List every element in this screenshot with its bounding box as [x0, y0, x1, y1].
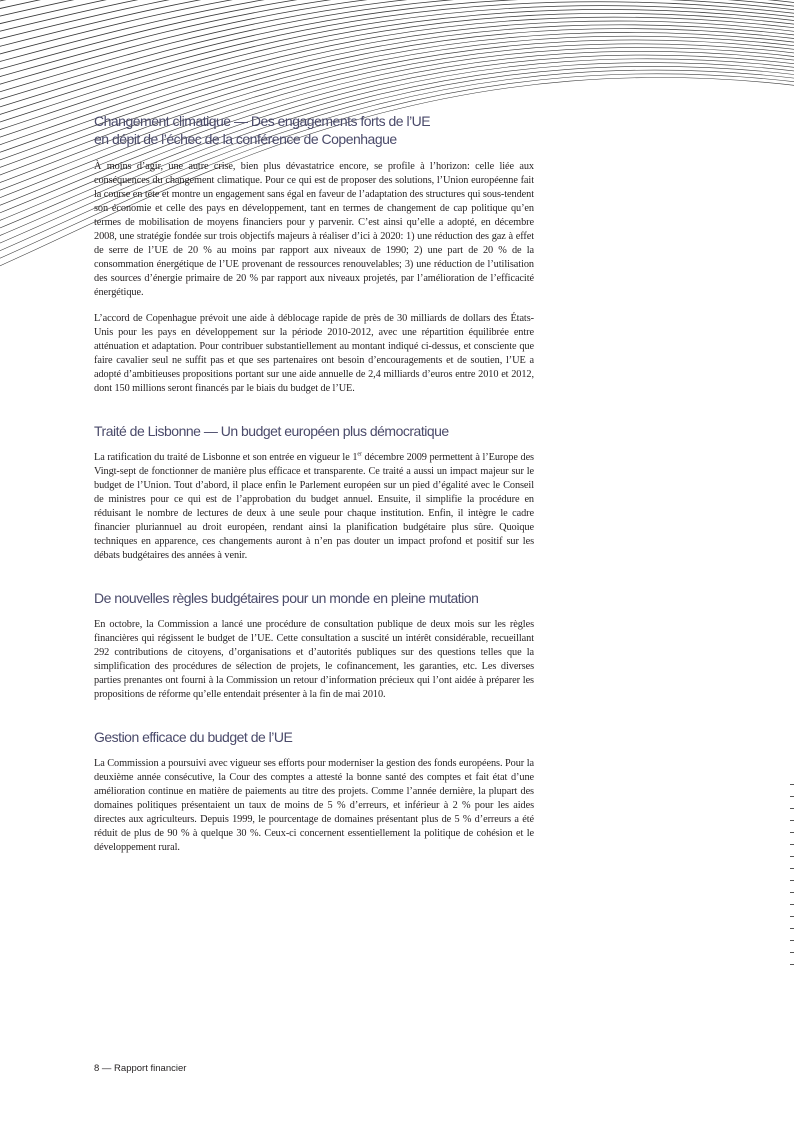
- tick-mark: [790, 952, 794, 953]
- section-title-climate: [94, 112, 534, 148]
- section-title-climate-line1: Changement climatique — Des engagements forts de l’UE: [94, 113, 431, 129]
- paragraph-budget-rules: En octobre, la Commission a lancé une procédure de consultation publique de deux mois sur les règles financières qui régissent le budget de l’UE. Cette consultation a suscité un intérêt considérable, recueillant 292 contributions de citoyens, d’organisations et d’autorités publiques sur des questions telles que la simplification des procédures de sélection de projets, le cofinancement, les garanties, etc. Les diverses parties prenantes ont fourni à la Commission un retour d’information précieux qui l’ont aidée à préparer les propositions de réforme qu’elle entendait présenter à la fin de mai 2010.: [94, 619, 534, 700]
- wave-line: [0, 0, 794, 101]
- wave-line: [0, 0, 794, 108]
- wave-line: [0, 0, 794, 2]
- section-budget-rules: [94, 589, 534, 702]
- tick-mark: [790, 916, 794, 917]
- section-climate-change: [94, 112, 534, 396]
- wave-line: [0, 0, 794, 78]
- paragraph-lisbon: [94, 451, 534, 563]
- wave-line: [0, 0, 794, 25]
- tick-mark: [790, 784, 794, 785]
- wave-line: [0, 0, 794, 63]
- paragraph-lisbon-part2: décembre 2009 permettent à l’Europe des Vingt-sept de fonctionner de manière plus efficace et transparente. Ce traité a aussi un impact majeur sur le budget de l’Union. Tout d’abord, il place enfin le Parlement européen sur un pied d’égalité avec le Conseil de ministres pour ce qui est de l’approbation du budget annuel. Ensuite, il simplifie la procédure en réduisant le nombre de lectures de deux à une seule pour chaque institution. Enfin, il intègre le cadre financier pluriannuel au droit européen, rendant ainsi la planification budgétaire plus sûre. Quoique techniques en apparence, ces changements auront à n’en pas douter un impact profond et positif sur les débats budgétaires des années à venir.: [94, 452, 534, 561]
- wave-line: [0, 6, 794, 124]
- main-content: [94, 112, 534, 855]
- wave-line: [0, 0, 794, 55]
- paragraph-climate-1: À moins d’agir, une autre crise, bien plus dévastatrice encore, se profile à l’horizon: celle liée aux conséquences du changement climatique. Pour ce qui est de proposer des solutions, l’Union européenne fait la course en tête et montre un engagement sans égal en faveur de l’adaptation des structures qui sous-tendent son économie et celle des pays en développement, tant en termes de changement de cap politique qu’en termes de mobilisation de moyens financiers pour y parvenir. C’est ainsi qu’elle a adopté, en décembre 2008, une stratégie fondée sur trois objectifs majeurs à réaliser d’ici à 2020: 1) une réduction des gaz à effet de serre de l’UE de 20 % au moins par rapport aux niveaux de 1990; 2) une part de 20 % de la consommation énergétique de l’UE provenant de ressources renouvelables; 3) une réduction de l’utilisation des sources d’énergie primaire de 20 % par rapport aux niveaux projetés, par l’amélioration de l’efficacité énergétique.: [94, 161, 534, 298]
- tick-mark: [790, 844, 794, 845]
- tick-mark: [790, 796, 794, 797]
- tick-mark: [790, 820, 794, 821]
- wave-line: [0, 0, 794, 70]
- tick-mark: [790, 892, 794, 893]
- paragraph-climate-2: L’accord de Copenhague prévoit une aide à déblocage rapide de près de 30 milliards de dollars des États-Unis pour les pays en développement sur la période 2010-2012, avec une répartition équilibrée entre atténuation et adaptation. Pour contribuer substantiellement au montant indiqué ci-dessus, et consciente que faire cavalier seul ne suffit pas et que ses partenaires ont besoin d’encouragements et de soutien, l’UE a adopté d’ambitieuses propositions portant sur une aide annuelle de 2,4 milliards d’euros entre 2010 et 2012, dont 150 millions seront financés par le biais du budget de l’UE.: [94, 313, 534, 394]
- tick-mark: [790, 880, 794, 881]
- tick-mark: [790, 856, 794, 857]
- wave-line: [0, 0, 794, 17]
- section-title-lisbon: Traité de Lisbonne — Un budget européen plus démocratique: [94, 423, 449, 439]
- section-budget-management: [94, 728, 534, 855]
- paragraph-lisbon-part1: La ratification du traité de Lisbonne et son entrée en vigueur le 1: [94, 452, 358, 463]
- wave-line: [0, 0, 794, 48]
- tick-mark: [790, 928, 794, 929]
- wave-line: [0, 0, 794, 10]
- page-footer: 8 — Rapport financier: [94, 1063, 187, 1074]
- paragraph-budget-management: La Commission a poursuivi avec vigueur ses efforts pour moderniser la gestion des fonds européens. Pour la deuxième année consécutive, la Cour des comptes a attesté la bonne santé des comptes et fait état d’une amélioration continue en matière de paiements au titre des projets. Comme l’année dernière, la plupart des domaines politiques présentaient un taux de moins de 5 % d’erreurs, et inférieur à 2 % pour les aides directes aux agriculteurs. Depuis 1999, le pourcentage de domaines présentant plus de 5 % d’erreurs a été réduit de plus de 90 % à quelque 30 %. Ceux-ci concernent essentiellement la politique de cohésion et le développement rural.: [94, 758, 534, 853]
- wave-line: [0, 0, 794, 93]
- wave-line: [0, 0, 794, 40]
- section-title-budget-management: Gestion efficace du budget de l’UE: [94, 729, 293, 745]
- tick-mark: [790, 832, 794, 833]
- tick-mark: [790, 940, 794, 941]
- tick-mark: [790, 868, 794, 869]
- ordinal-superscript: er: [357, 451, 362, 458]
- tick-mark: [790, 904, 794, 905]
- section-title-budget-rules: De nouvelles règles budgétaires pour un monde en pleine mutation: [94, 590, 479, 606]
- tick-mark: [790, 808, 794, 809]
- wave-line: [0, 2, 794, 116]
- wave-line: [0, 0, 794, 86]
- wave-line: [0, 0, 794, 32]
- section-lisbon-treaty: [94, 422, 534, 563]
- section-title-climate-line2: en dépit de l’échec de la conférence de Copenhague: [94, 131, 397, 147]
- tick-mark: [790, 964, 794, 965]
- margin-tick-marks: [790, 784, 794, 976]
